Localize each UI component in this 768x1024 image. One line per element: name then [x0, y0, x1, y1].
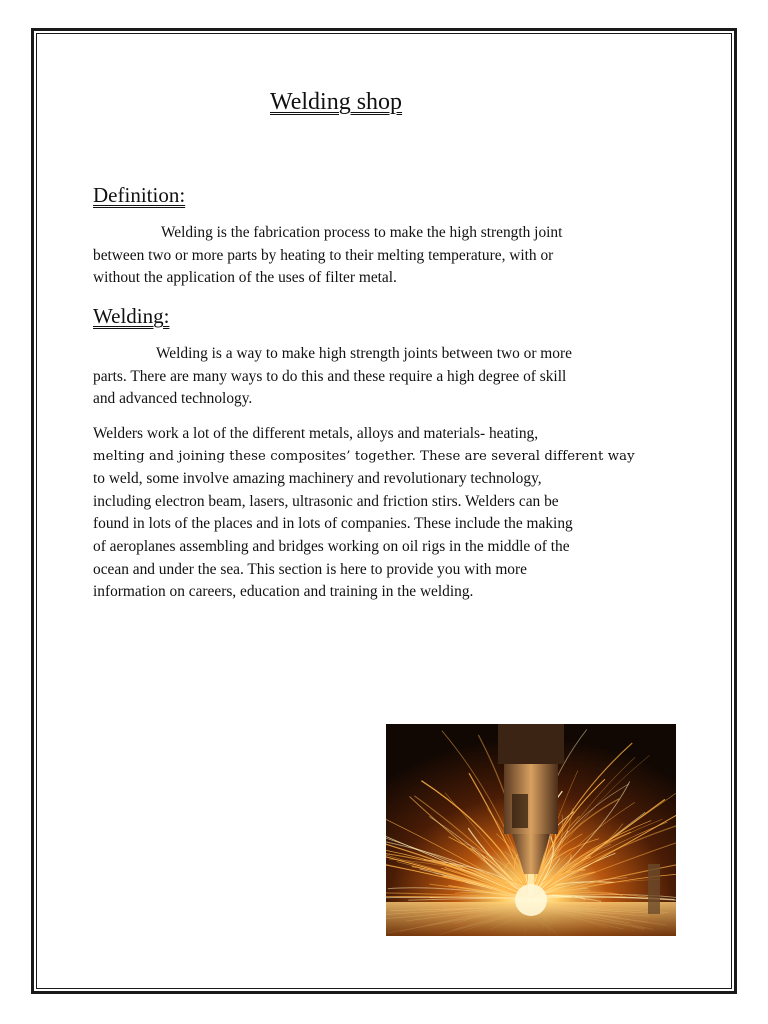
paragraph-line: Welders work a lot of the different metals, alloys and materials- heating, [93, 425, 539, 442]
cutting-glow [515, 884, 547, 916]
welding-paragraph-intro [93, 343, 683, 411]
paragraph-line: Welding is the fabrication process to make the high strength joint [161, 224, 563, 241]
paragraph-line: ocean and under the sea. This section is here to provide you with more [93, 560, 527, 578]
welding-paragraph-details [93, 423, 683, 604]
definition-paragraph [93, 222, 683, 290]
side-clamp [648, 864, 660, 914]
paragraph-line: information on careers, education and training in the welding. [93, 583, 474, 601]
laser-head-panel [512, 794, 528, 828]
paragraph-line: to weld, some involve amazing machinery and revolutionary technology, [93, 470, 542, 488]
section-heading-welding: Welding: [93, 304, 170, 328]
paragraph-line: found in lots of the places and in lots of companies. These include the making [93, 515, 573, 533]
section-heading-definition: Definition: [93, 183, 186, 207]
welding-sparks-illustration [386, 724, 676, 936]
machine-gantry [498, 724, 564, 764]
paragraph-line: parts. There are many ways to do this and these require a high degree of skill [93, 367, 567, 385]
paragraph-line: Welding is a way to make high strength joints between two or more [156, 345, 572, 362]
paragraph-line: including electron beam, lasers, ultrasonic and friction stirs. Welders can be [93, 492, 559, 510]
paragraph-line: without the application of the uses of filter metal. [93, 269, 397, 287]
paragraph-line: between two or more parts by heating to their melting temperature, with or [93, 246, 554, 264]
paragraph-line: and advanced technology. [93, 390, 253, 408]
paragraph-line: melting and joining these composites’ together. These are several different way [93, 448, 635, 464]
welding-sparks-photo [386, 724, 676, 936]
page-title: Welding shop [270, 89, 403, 115]
paragraph-line: of aeroplanes assembling and bridges working on oil rigs in the middle of the [93, 537, 570, 555]
